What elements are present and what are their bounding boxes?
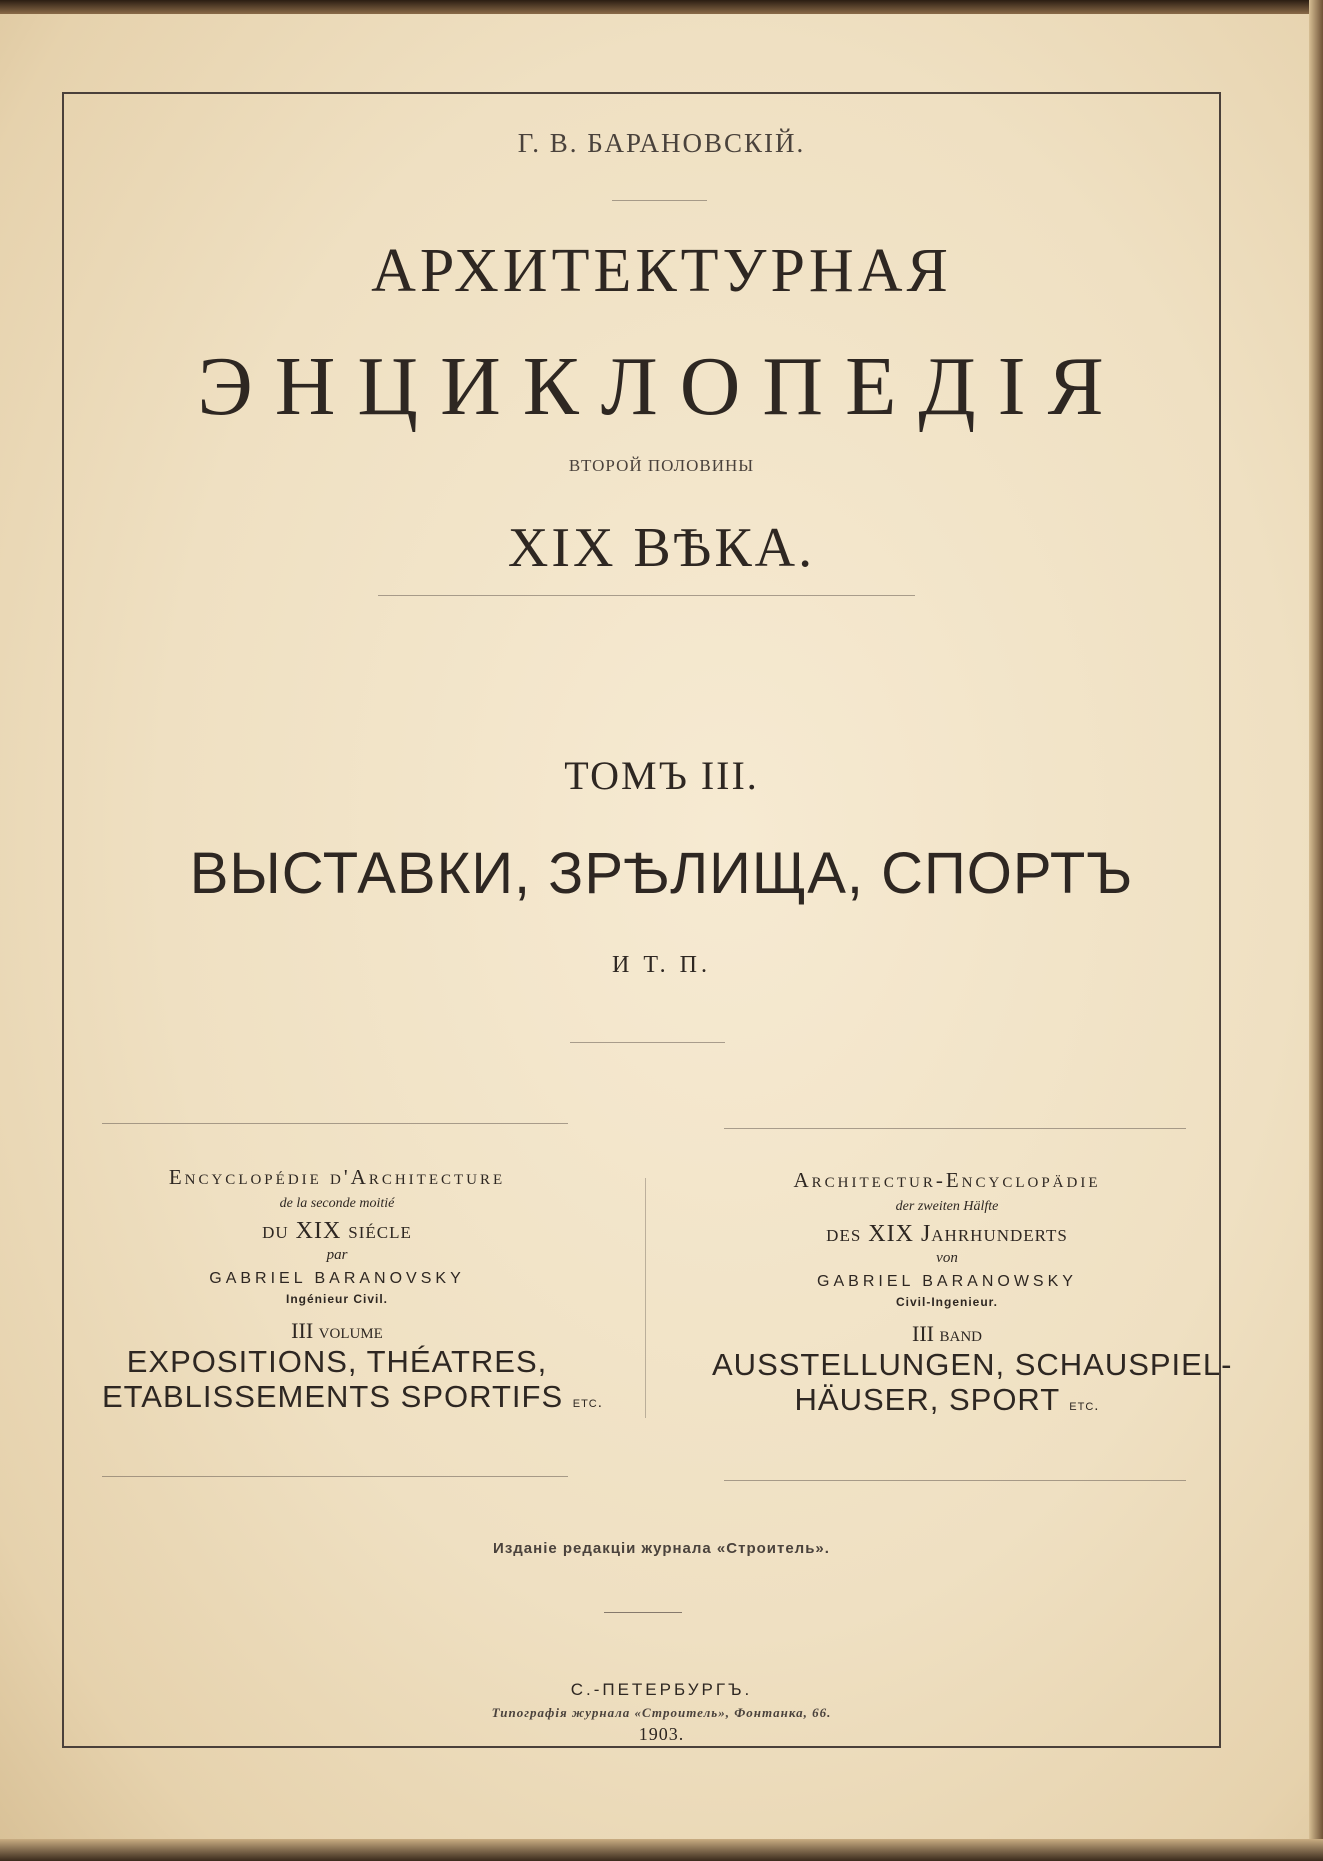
german-title-2-row: [712, 1382, 1182, 1423]
french-title-1: EXPOSITIONS, THÉATRES,: [126, 1344, 548, 1379]
title-subline: ВТОРОЙ ПОЛОВИНЫ: [568, 456, 755, 475]
french-line: de la seconde moitié: [279, 1196, 395, 1211]
divider: [102, 1123, 568, 1124]
german-author-name: GABRIEL BARANOWSKY: [817, 1273, 1077, 1290]
french-etc: etc.: [572, 1394, 603, 1411]
german-title-block: [712, 1168, 1233, 1423]
french-author-name: GABRIEL BARANOVSKY: [209, 1270, 465, 1287]
french-title-2-row: [102, 1379, 603, 1420]
book-edge-top: [0, 0, 1323, 14]
imprint-city: С.-ПЕТЕРБУРГЪ.: [570, 1680, 753, 1699]
publisher-line: Изданіе редакціи журнала «Строитель».: [493, 1540, 830, 1557]
french-title-2: ETABLISSEMENTS SPORTIFS: [102, 1379, 564, 1414]
german-etc: etc.: [1069, 1397, 1100, 1414]
title-line-3: XIX ВѢКА.: [507, 517, 816, 579]
german-line: der zweiten Hälfte: [895, 1199, 999, 1214]
french-line: du XIX siécle: [262, 1218, 412, 1244]
divider: [604, 1612, 682, 1613]
german-heading: Architectur-Encyclopädie: [793, 1168, 1101, 1192]
imprint-year: 1903.: [638, 1724, 685, 1744]
french-line: par: [326, 1247, 348, 1263]
german-line: des XIX Jahrhunderts: [826, 1221, 1068, 1247]
divider: [570, 1042, 725, 1043]
imprint-printer: Типографія журнала «Строитель», Фонтанка, 66.: [491, 1705, 832, 1720]
volume-etc: И Т. П.: [612, 952, 711, 978]
french-heading: Encyclopédie d'Architecture: [168, 1165, 506, 1189]
author-name: Г. В. БАРАНОВСКІЙ.: [517, 128, 806, 158]
french-author-role: Ingénieur Civil.: [285, 1292, 388, 1306]
divider: [378, 595, 915, 596]
french-title-block: [102, 1165, 603, 1420]
french-volume: III volume: [291, 1318, 383, 1343]
volume-label: ТОМЪ III.: [564, 753, 759, 798]
german-volume: III band: [912, 1321, 982, 1346]
volume-title: ВЫСТАВКИ, ЗРѢЛИЩА, СПОРТЪ: [189, 841, 1134, 906]
german-title-2: HÄUSER, SPORT: [794, 1382, 1060, 1417]
column-divider: [645, 1178, 646, 1418]
divider: [102, 1476, 568, 1477]
book-edge-bottom: [0, 1839, 1323, 1861]
german-author-role: Civil-Ingenieur.: [895, 1295, 998, 1309]
title-line-1: АРХИТЕКТУРНАЯ: [371, 237, 952, 305]
german-title-1: AUSSTELLUNGEN, SCHAUSPIEL-: [712, 1347, 1233, 1382]
german-line: von: [936, 1250, 958, 1266]
divider: [724, 1480, 1186, 1481]
title-line-2: ЭНЦИКЛОПЕДІЯ: [197, 340, 1126, 433]
divider: [612, 200, 707, 201]
divider: [724, 1128, 1186, 1129]
